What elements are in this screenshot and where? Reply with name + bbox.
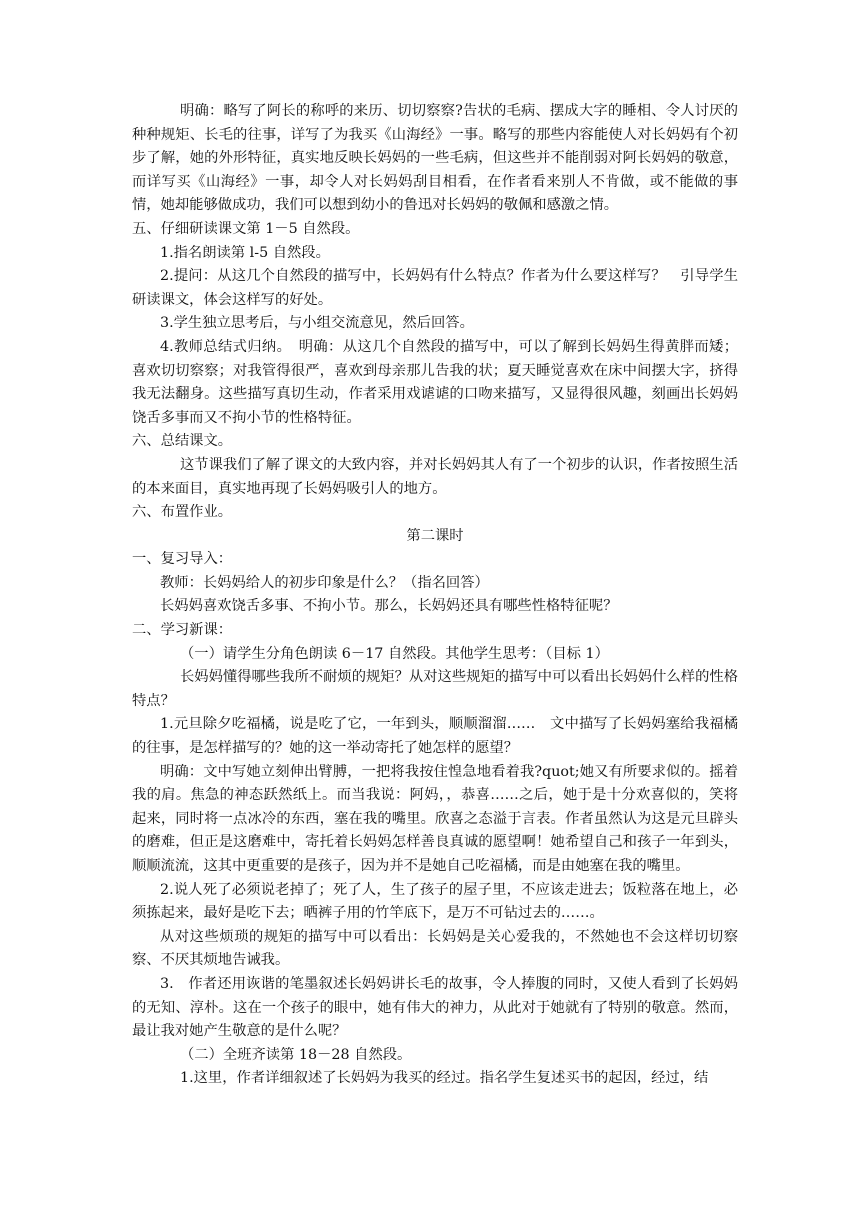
group-1-heading: （一）请学生分角色朗读 6－17 自然段。其他学生思考：（目标 1） [180,645,609,662]
step-4: 4.教师总结式归纳。 明确：从这几个自然段的描写中，可以了解到长妈妈生得黄胖而矮；喜欢切切察察；对我管得很严，喜欢到母亲那儿告我的状；夏天睡觉喜欢在床中间摆大字，挤得我无法翻身。这些描写真切生动，作者采用戏谑谑的口吻来描写，又显得很风趣，刻画出长妈妈饶舌多事而又不拘小节的性格特征。 [132,338,738,426]
review-answer: 长妈妈喜欢饶舌多事、不拘小节。那么，长妈妈还具有哪些性格特征呢？ [160,598,618,615]
group-2-item-1: 1.这里，作者详细叙述了长妈妈为我买的经过。指名学生复述买书的起因，经过，结 [180,1070,709,1087]
summary-paragraph: 这节课我们了解了课文的大致内容，并对长妈妈其人有了一个初步的认识，作者按照生活的本来面目，真实地再现了长妈妈吸引人的地方。 [132,456,738,497]
group-2-heading: （二）全班齐读第 18－28 自然段。 [180,1046,412,1063]
new-lesson-heading: 二、学习新课： [132,622,233,639]
step-3: 3.学生独立思考后，与小组交流意见，然后回答。 [160,315,474,332]
paragraph-clarify-1: 明确：略写了阿长的称呼的来历、切切察察?告状的毛病、摆成大字的睡相、令人讨厌的种种规矩、长毛的往事，详写了为我买《山海经》一事。略写的那些内容能使人对长妈妈有个初步了解，她的外形特征，真实地反映长妈妈的一些毛病，但这些并不能削弱对阿长妈妈的敬意，而详写买《山海经》一事，却令人对长妈妈刮目相看，在作者看来别人不肯做，或不能做的事情，她却能够做成功，我们可以想到幼小的鲁迅对长妈妈的敬佩和感激之情。 [132,103,738,214]
document-page [132,100,738,1091]
step-2: 2.提问：从这几个自然段的描写中，长妈妈有什么特点？作者为什么要这样写？ 引导学生研读课文，体会这样写的好处。 [132,268,738,308]
step-1: 1.指名朗读第 l-5 自然段。 [160,244,330,261]
question-3: 3. 作者还用诙谐的笔墨叙述长妈妈讲长毛的故事，令人捧腹的同时，又使人看到了长妈妈的无知、淳朴。这在一个孩子的眼中，她有伟大的神力，从此对于她就有了特别的敬意。然而，最让我对她产生敬意的是什么呢？ [132,975,738,1040]
section-heading-6b: 六、布置作业。 [132,504,233,521]
lesson-2-title: 第二课时 [406,527,464,544]
review-heading: 一、复习导入： [132,551,233,568]
answer-2: 从对这些烦琐的规矩的描写中可以看出：长妈妈是关心爱我的，不然她也不会这样切切察察、不厌其烦地告诫我。 [132,928,738,969]
review-teacher: 教师：长妈妈给人的初步印象是什么？（指名回答） [160,574,489,591]
group-1-question: 长妈妈懂得哪些我所不耐烦的规矩？从对这些规矩的描写中可以看出长妈妈什么样的性格特点？ [132,669,738,709]
answer-1: 明确：文中写她立刻伸出臂膊，一把将我按住惶急地看着我?quot;她又有所要求似的。摇着我的肩。焦急的神态跃然纸上。而当我说：阿妈，，恭喜……之后，她于是十分欢喜似的，笑将起来，同时将一点冰冷的东西，塞在我的嘴里。欣喜之态溢于言表。作者虽然认为这是元旦辟头的磨难，但正是这磨难中，寄托着长妈妈怎样善良真诚的愿望啊！她希望自己和孩子一年到头，顺顺流流，这其中更重要的是孩子，因为并不是她自己吃福橘，而是由她塞在我的嘴里。 [132,763,738,874]
question-2: 2.说人死了必须说老掉了；死了人，生了孩子的屋子里，不应该走进去；饭粒落在地上，必须拣起来，最好是吃下去；晒裤子用的竹竿底下，是万不可钻过去的……。 [132,881,738,922]
question-1: 1.元旦除夕吃福橘，说是吃了它，一年到头，顺顺溜溜…… 文中描写了长妈妈塞给我福橘的往事，是怎样描写的？她的这一举动寄托了她怎样的愿望？ [132,716,738,757]
section-heading-5: 五、仔细研读课文第 1－5 自然段。 [132,220,360,237]
section-heading-6a: 六、总结课文。 [132,433,233,450]
